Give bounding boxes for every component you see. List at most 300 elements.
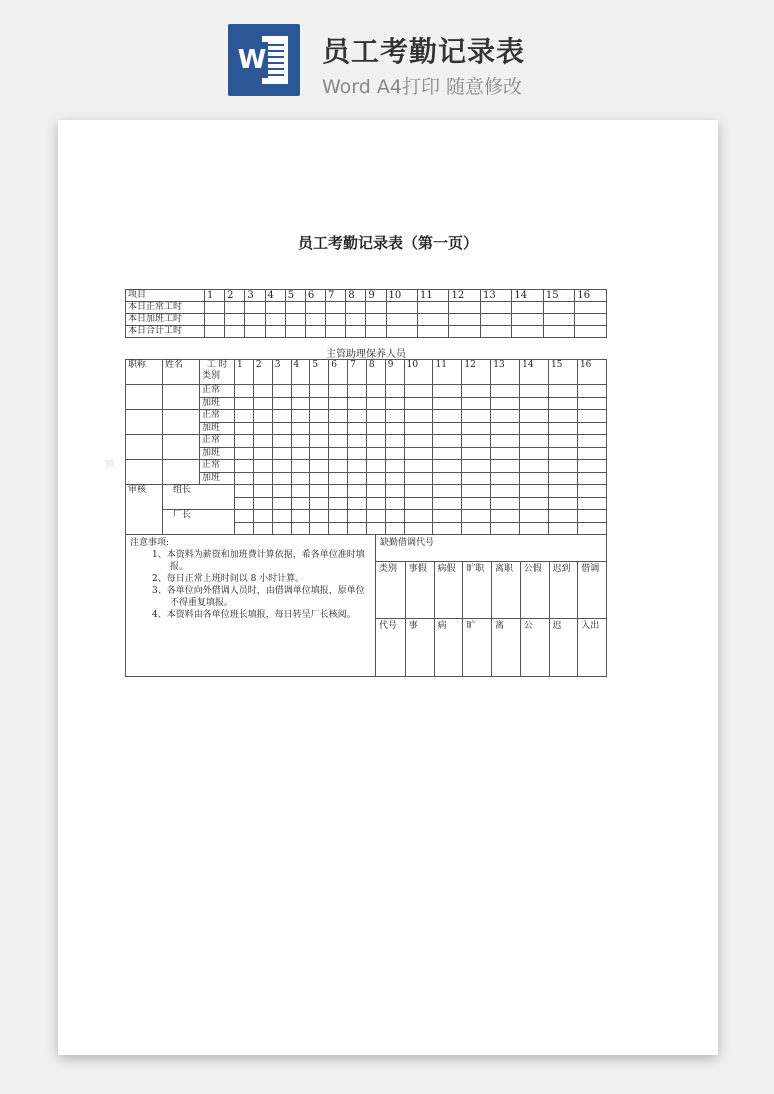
section-caption: 主管助理保养人员 <box>326 349 406 360</box>
hours-cell[interactable] <box>291 472 310 485</box>
hours-cell[interactable] <box>549 472 578 485</box>
hours-cell[interactable] <box>520 410 549 423</box>
day-header: 16 <box>575 290 607 302</box>
day-header: 6 <box>305 290 325 302</box>
hours-cell[interactable] <box>366 447 385 460</box>
employee-shift-row <box>126 460 607 473</box>
hours-cell[interactable] <box>305 314 325 326</box>
hours-cell[interactable] <box>385 435 404 448</box>
hours-cell[interactable] <box>520 385 549 398</box>
hours-cell[interactable] <box>480 314 511 326</box>
note-line: 2、每日正常上班时间以 8 小时计算。 <box>152 574 305 584</box>
hours-cell[interactable] <box>418 302 449 314</box>
hours-cell[interactable] <box>462 397 491 410</box>
hours-cell[interactable] <box>462 447 491 460</box>
hours-cell[interactable] <box>326 302 346 314</box>
position-cell[interactable] <box>126 435 163 460</box>
signature-cell[interactable] <box>272 485 291 498</box>
signature-cell[interactable] <box>433 485 462 498</box>
hours-cell[interactable] <box>549 447 578 460</box>
hours-cell[interactable] <box>385 447 404 460</box>
hours-cell[interactable] <box>225 302 245 314</box>
hours-cell[interactable] <box>366 410 385 423</box>
signature-cell[interactable] <box>385 510 404 523</box>
document-page <box>58 120 718 1055</box>
hours-cell[interactable] <box>326 314 346 326</box>
hours-cell[interactable] <box>272 460 291 473</box>
hours-cell[interactable] <box>512 314 543 326</box>
notes-heading: 注意事项: <box>130 538 170 548</box>
hours-cell[interactable] <box>462 472 491 485</box>
signature-cell[interactable] <box>235 522 254 535</box>
name-cell[interactable] <box>163 410 200 435</box>
hours-cell[interactable] <box>520 435 549 448</box>
hours-cell[interactable] <box>285 302 305 314</box>
hours-cell[interactable] <box>404 460 433 473</box>
hours-cell[interactable] <box>366 422 385 435</box>
hours-cell[interactable] <box>310 472 329 485</box>
absence-category: 病假 <box>434 561 463 618</box>
hours-cell[interactable] <box>235 410 254 423</box>
watermark: ✦ <box>91 446 127 484</box>
hours-cell[interactable] <box>386 326 417 338</box>
hours-cell[interactable] <box>575 302 607 314</box>
hours-cell[interactable] <box>245 314 265 326</box>
hours-cell[interactable] <box>404 472 433 485</box>
hours-cell[interactable] <box>235 460 254 473</box>
hours-cell[interactable] <box>462 460 491 473</box>
hours-cell[interactable] <box>272 472 291 485</box>
hours-cell[interactable] <box>577 397 606 410</box>
hours-cell[interactable] <box>449 302 480 314</box>
hours-cell[interactable] <box>480 326 511 338</box>
hours-cell[interactable] <box>433 385 462 398</box>
signature-cell[interactable] <box>404 485 433 498</box>
hours-cell[interactable] <box>577 460 606 473</box>
note-line: 4、本资料由各单位班长填报，每日转呈厂长核阅。 <box>152 610 356 620</box>
hours-cell[interactable] <box>348 447 367 460</box>
hours-cell[interactable] <box>491 460 520 473</box>
signature-cell[interactable] <box>491 485 520 498</box>
hours-cell[interactable] <box>512 326 543 338</box>
hours-cell[interactable] <box>329 460 348 473</box>
name-cell[interactable] <box>163 460 200 485</box>
shift-label: 加班 <box>200 447 235 460</box>
signature-cell[interactable] <box>577 510 606 523</box>
day-header: 16 <box>577 360 606 385</box>
hours-cell[interactable] <box>253 447 272 460</box>
hours-cell[interactable] <box>305 302 325 314</box>
hours-cell[interactable] <box>520 397 549 410</box>
absence-category: 借调 <box>577 561 606 618</box>
hours-cell[interactable] <box>329 447 348 460</box>
hours-cell[interactable] <box>253 410 272 423</box>
signature-cell[interactable] <box>549 485 578 498</box>
signature-cell[interactable] <box>272 497 291 510</box>
signature-cell[interactable] <box>462 510 491 523</box>
signature-cell[interactable] <box>404 522 433 535</box>
hours-cell[interactable] <box>235 435 254 448</box>
hours-cell[interactable] <box>348 472 367 485</box>
hours-cell[interactable] <box>543 326 574 338</box>
hour-type-bottom: 类别 <box>202 371 221 381</box>
hours-cell[interactable] <box>433 422 462 435</box>
hours-cell[interactable] <box>310 397 329 410</box>
hours-cell[interactable] <box>549 410 578 423</box>
hours-cell[interactable] <box>366 326 386 338</box>
hours-cell[interactable] <box>433 397 462 410</box>
team-leader-label: 组长 <box>163 485 235 510</box>
employee-shift-row <box>126 385 607 398</box>
signature-cell[interactable] <box>520 510 549 523</box>
day-header: 8 <box>346 290 366 302</box>
notes-section <box>126 535 376 676</box>
hours-cell[interactable] <box>310 460 329 473</box>
day-header: 15 <box>549 360 578 385</box>
signature-cell[interactable] <box>366 497 385 510</box>
hours-cell[interactable] <box>291 447 310 460</box>
signature-cell[interactable] <box>549 522 578 535</box>
employee-shift-row <box>126 435 607 448</box>
hours-cell[interactable] <box>520 460 549 473</box>
hours-cell[interactable] <box>253 435 272 448</box>
hours-cell[interactable] <box>291 385 310 398</box>
hours-cell[interactable] <box>329 422 348 435</box>
hours-cell[interactable] <box>491 422 520 435</box>
signature-cell[interactable] <box>433 497 462 510</box>
hours-cell[interactable] <box>366 472 385 485</box>
absence-code-section <box>376 535 606 676</box>
signature-cell[interactable] <box>291 497 310 510</box>
hours-cell[interactable] <box>462 410 491 423</box>
hours-cell[interactable] <box>265 314 285 326</box>
hours-cell[interactable] <box>404 385 433 398</box>
hours-cell[interactable] <box>346 326 366 338</box>
signature-cell[interactable] <box>366 522 385 535</box>
position-cell[interactable] <box>126 385 163 410</box>
hours-cell[interactable] <box>235 385 254 398</box>
absence-code: 事 <box>405 618 434 676</box>
detail-table <box>125 359 607 535</box>
signature-cell[interactable] <box>366 485 385 498</box>
hours-cell[interactable] <box>549 460 578 473</box>
signature-cell[interactable] <box>433 510 462 523</box>
hours-cell[interactable] <box>449 314 480 326</box>
signature-cell[interactable] <box>549 510 578 523</box>
hours-cell[interactable] <box>366 460 385 473</box>
hours-cell[interactable] <box>366 302 386 314</box>
hours-cell[interactable] <box>291 410 310 423</box>
position-cell[interactable] <box>126 460 163 485</box>
signature-cell[interactable] <box>235 510 254 523</box>
hours-cell[interactable] <box>310 422 329 435</box>
hours-cell[interactable] <box>577 447 606 460</box>
hours-cell[interactable] <box>577 385 606 398</box>
signature-cell[interactable] <box>235 497 254 510</box>
day-header: 6 <box>329 360 348 385</box>
hours-cell[interactable] <box>348 397 367 410</box>
hours-cell[interactable] <box>346 314 366 326</box>
hours-cell[interactable] <box>272 385 291 398</box>
hours-cell[interactable] <box>348 422 367 435</box>
signature-cell[interactable] <box>577 485 606 498</box>
hours-cell[interactable] <box>235 397 254 410</box>
hours-cell[interactable] <box>348 435 367 448</box>
signature-cell[interactable] <box>253 497 272 510</box>
hours-cell[interactable] <box>386 302 417 314</box>
day-header: 11 <box>433 360 462 385</box>
hours-cell[interactable] <box>205 314 225 326</box>
signature-cell[interactable] <box>462 497 491 510</box>
hours-cell[interactable] <box>491 472 520 485</box>
position-cell[interactable] <box>126 410 163 435</box>
hours-cell[interactable] <box>305 326 325 338</box>
signature-cell[interactable] <box>491 497 520 510</box>
name-cell[interactable] <box>163 435 200 460</box>
hours-cell[interactable] <box>549 385 578 398</box>
day-header: 11 <box>418 290 449 302</box>
signature-cell[interactable] <box>385 497 404 510</box>
hours-cell[interactable] <box>433 472 462 485</box>
hours-cell[interactable] <box>253 422 272 435</box>
hours-cell[interactable] <box>491 435 520 448</box>
name-cell[interactable] <box>163 385 200 410</box>
hours-cell[interactable] <box>418 314 449 326</box>
signature-cell[interactable] <box>520 497 549 510</box>
signature-cell[interactable] <box>348 522 367 535</box>
hours-cell[interactable] <box>329 397 348 410</box>
hours-cell[interactable] <box>520 422 549 435</box>
signature-cell[interactable] <box>433 522 462 535</box>
hours-cell[interactable] <box>404 397 433 410</box>
signature-cell[interactable] <box>462 485 491 498</box>
hours-cell[interactable] <box>480 302 511 314</box>
hours-cell[interactable] <box>433 447 462 460</box>
hours-cell[interactable] <box>291 397 310 410</box>
signature-cell[interactable] <box>348 485 367 498</box>
signature-cell[interactable] <box>577 497 606 510</box>
signature-cell[interactable] <box>385 522 404 535</box>
hours-cell[interactable] <box>385 397 404 410</box>
review-row <box>126 510 607 523</box>
summary-row <box>126 302 607 314</box>
summary-header-label: 项目 <box>126 290 205 302</box>
hours-cell[interactable] <box>549 397 578 410</box>
hours-cell[interactable] <box>329 472 348 485</box>
hour-type-header <box>200 360 235 385</box>
hours-cell[interactable] <box>346 302 366 314</box>
signature-cell[interactable] <box>549 497 578 510</box>
hours-cell[interactable] <box>575 314 607 326</box>
hours-cell[interactable] <box>404 410 433 423</box>
hours-cell[interactable] <box>285 326 305 338</box>
hours-cell[interactable] <box>205 302 225 314</box>
hours-cell[interactable] <box>549 422 578 435</box>
day-header: 5 <box>285 290 305 302</box>
day-header: 7 <box>326 290 346 302</box>
signature-cell[interactable] <box>577 522 606 535</box>
signature-cell[interactable] <box>462 522 491 535</box>
hours-cell[interactable] <box>272 435 291 448</box>
hours-cell[interactable] <box>291 460 310 473</box>
hours-cell[interactable] <box>385 385 404 398</box>
hours-cell[interactable] <box>253 472 272 485</box>
signature-cell[interactable] <box>366 510 385 523</box>
hours-cell[interactable] <box>205 326 225 338</box>
hours-cell[interactable] <box>272 397 291 410</box>
hours-cell[interactable] <box>310 447 329 460</box>
signature-cell[interactable] <box>272 522 291 535</box>
hours-cell[interactable] <box>272 422 291 435</box>
hours-cell[interactable] <box>272 410 291 423</box>
hours-cell[interactable] <box>235 422 254 435</box>
header-title: 员工考勤记录表 <box>322 35 526 68</box>
day-header: 13 <box>480 290 511 302</box>
signature-cell[interactable] <box>291 522 310 535</box>
hours-cell[interactable] <box>225 326 245 338</box>
review-row <box>126 485 607 498</box>
signature-cell[interactable] <box>404 510 433 523</box>
hours-cell[interactable] <box>549 435 578 448</box>
hours-cell[interactable] <box>462 385 491 398</box>
hours-cell[interactable] <box>253 397 272 410</box>
signature-cell[interactable] <box>329 497 348 510</box>
hours-cell[interactable] <box>253 460 272 473</box>
hours-cell[interactable] <box>310 385 329 398</box>
hours-cell[interactable] <box>385 472 404 485</box>
signature-cell[interactable] <box>491 522 520 535</box>
hours-cell[interactable] <box>366 435 385 448</box>
hours-cell[interactable] <box>543 314 574 326</box>
signature-cell[interactable] <box>329 485 348 498</box>
hours-cell[interactable] <box>348 385 367 398</box>
hours-cell[interactable] <box>310 410 329 423</box>
signature-cell[interactable] <box>348 510 367 523</box>
day-header: 12 <box>449 290 480 302</box>
hours-cell[interactable] <box>385 410 404 423</box>
hours-cell[interactable] <box>386 314 417 326</box>
hours-cell[interactable] <box>291 422 310 435</box>
hours-cell[interactable] <box>329 410 348 423</box>
absence-category: 公假 <box>520 561 549 618</box>
hours-cell[interactable] <box>433 435 462 448</box>
signature-cell[interactable] <box>348 497 367 510</box>
employee-shift-row <box>126 410 607 423</box>
hours-cell[interactable] <box>491 447 520 460</box>
signature-cell[interactable] <box>253 485 272 498</box>
signature-cell[interactable] <box>291 510 310 523</box>
signature-cell[interactable] <box>404 497 433 510</box>
signature-cell[interactable] <box>520 522 549 535</box>
hours-cell[interactable] <box>433 460 462 473</box>
hours-cell[interactable] <box>577 435 606 448</box>
hours-cell[interactable] <box>404 422 433 435</box>
hours-cell[interactable] <box>366 385 385 398</box>
hours-cell[interactable] <box>577 422 606 435</box>
hours-cell[interactable] <box>512 302 543 314</box>
signature-cell[interactable] <box>310 485 329 498</box>
hours-cell[interactable] <box>491 410 520 423</box>
hours-cell[interactable] <box>245 326 265 338</box>
signature-cell[interactable] <box>491 510 520 523</box>
hours-cell[interactable] <box>225 314 245 326</box>
hours-cell[interactable] <box>245 302 265 314</box>
summary-row <box>126 314 607 326</box>
signature-cell[interactable] <box>291 485 310 498</box>
signature-cell[interactable] <box>385 485 404 498</box>
hours-cell[interactable] <box>449 326 480 338</box>
absence-code-heading: 缺勤借调代号 <box>380 538 435 548</box>
word-icon: W <box>228 24 300 96</box>
signature-cell[interactable] <box>310 510 329 523</box>
hours-cell[interactable] <box>433 410 462 423</box>
day-header: 7 <box>348 360 367 385</box>
signature-cell[interactable] <box>310 497 329 510</box>
signature-cell[interactable] <box>310 522 329 535</box>
day-header: 10 <box>404 360 433 385</box>
hours-cell[interactable] <box>265 326 285 338</box>
signature-cell[interactable] <box>329 522 348 535</box>
hours-cell[interactable] <box>366 397 385 410</box>
signature-cell[interactable] <box>520 485 549 498</box>
hours-cell[interactable] <box>348 460 367 473</box>
hours-cell[interactable] <box>272 447 291 460</box>
signature-cell[interactable] <box>253 510 272 523</box>
hours-cell[interactable] <box>575 326 607 338</box>
hours-cell[interactable] <box>491 385 520 398</box>
signature-cell[interactable] <box>253 522 272 535</box>
position-header: 职称 <box>126 360 163 385</box>
hours-cell[interactable] <box>253 385 272 398</box>
notes-box <box>125 534 607 677</box>
hours-cell[interactable] <box>462 435 491 448</box>
signature-cell[interactable] <box>272 510 291 523</box>
hours-cell[interactable] <box>329 435 348 448</box>
hours-cell[interactable] <box>577 472 606 485</box>
hours-cell[interactable] <box>326 326 346 338</box>
hours-cell[interactable] <box>418 326 449 338</box>
hours-cell[interactable] <box>491 397 520 410</box>
hours-cell[interactable] <box>310 435 329 448</box>
hours-cell[interactable] <box>285 314 305 326</box>
hours-cell[interactable] <box>404 447 433 460</box>
hours-cell[interactable] <box>235 472 254 485</box>
hours-cell[interactable] <box>577 410 606 423</box>
absence-category: 离职 <box>491 561 520 618</box>
hours-cell[interactable] <box>543 302 574 314</box>
hours-cell[interactable] <box>329 385 348 398</box>
hours-cell[interactable] <box>462 422 491 435</box>
hours-cell[interactable] <box>385 422 404 435</box>
hours-cell[interactable] <box>348 410 367 423</box>
hours-cell[interactable] <box>520 447 549 460</box>
review-label: 审核 <box>126 485 163 535</box>
hours-cell[interactable] <box>385 460 404 473</box>
signature-cell[interactable] <box>329 510 348 523</box>
day-header: 10 <box>386 290 417 302</box>
signature-cell[interactable] <box>235 485 254 498</box>
hours-cell[interactable] <box>265 302 285 314</box>
hours-cell[interactable] <box>404 435 433 448</box>
hours-cell[interactable] <box>520 472 549 485</box>
summary-header-row <box>126 290 607 302</box>
hours-cell[interactable] <box>366 314 386 326</box>
absence-code: 离 <box>491 618 520 676</box>
hours-cell[interactable] <box>235 447 254 460</box>
absence-code: 病 <box>434 618 463 676</box>
summary-table <box>125 289 607 338</box>
hours-cell[interactable] <box>291 435 310 448</box>
